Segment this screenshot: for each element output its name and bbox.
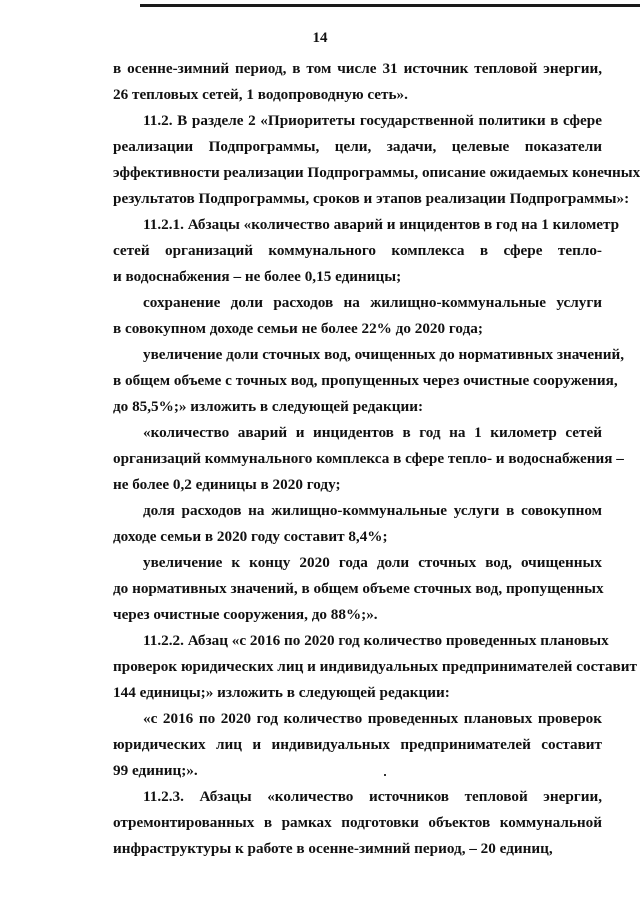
text-line: 11.2. В разделе 2 «Приоритеты государственной политики в сфере — [143, 112, 602, 129]
text-line: 99 единиц;». — [113, 762, 198, 779]
text-line: 26 тепловых сетей, 1 водопроводную сеть». — [113, 86, 408, 103]
text-line: «с 2016 по 2020 год количество проведенных плановых проверок — [143, 710, 602, 727]
text-line: проверок юридических лиц и индивидуальных предпринимателей составит — [113, 658, 637, 675]
text-line: и водоснабжения – не более 0,15 единицы; — [113, 268, 402, 285]
text-line: 11.2.1. Абзацы «количество аварий и инцидентов в год на 1 километр — [143, 216, 620, 233]
text-line: в совокупном доходе семьи не более 22% до 2020 года; — [113, 320, 483, 337]
text-line: не более 0,2 единицы в 2020 году; — [113, 476, 341, 493]
text-line: сетей организаций коммунального комплекса в сфере тепло- — [113, 242, 602, 259]
text-line: через очистные сооружения, до 88%;». — [113, 606, 378, 623]
text-line: сохранение доли расходов на жилищно-коммунальные услуги — [143, 294, 602, 311]
text-line: увеличение доли сточных вод, очищенных до нормативных значений, — [143, 346, 625, 363]
text-line: 11.2.2. Абзац «с 2016 по 2020 год количество проведенных плановых — [143, 632, 609, 649]
scan-speck — [384, 774, 386, 776]
top-rule — [140, 4, 640, 7]
text-line: доля расходов на жилищно-коммунальные услуги в совокупном — [143, 502, 602, 519]
text-line: доходе семьи в 2020 году составит 8,4%; — [113, 528, 388, 545]
text-line: «количество аварий и инцидентов в год на 1 километр сетей — [143, 424, 602, 441]
text-line: эффективности реализации Подпрограммы, описание ожидаемых конечных — [113, 164, 640, 181]
text-line: реализации Подпрограммы, цели, задачи, целевые показатели — [113, 138, 602, 155]
text-line: инфраструктуры к работе в осенне-зимний период, – 20 единиц, — [113, 840, 553, 857]
text-line: увеличение к концу 2020 года доли сточных вод, очищенных — [143, 554, 602, 571]
text-line: 11.2.3. Абзацы «количество источников тепловой энергии, — [143, 788, 602, 805]
text-line: результатов Подпрограммы, сроков и этапов реализации Подпрограммы»: — [113, 190, 630, 207]
text-line: организаций коммунального комплекса в сфере тепло- и водоснабжения – — [113, 450, 624, 467]
text-line: 144 единицы;» изложить в следующей редакции: — [113, 684, 450, 701]
page-number: 14 — [312, 30, 328, 46]
text-line: до нормативных значений, в общем объеме сточных вод, пропущенных — [113, 580, 604, 597]
text-line: юридических лиц и индивидуальных предпринимателей составит — [113, 736, 602, 753]
text-line: в осенне-зимний период, в том числе 31 источник тепловой энергии, — [113, 60, 602, 77]
text-line: отремонтированных в рамках подготовки объектов коммунальной — [113, 814, 602, 831]
text-line: до 85,5%;» изложить в следующей редакции: — [113, 398, 424, 415]
text-line: в общем объеме с точных вод, пропущенных через очистные сооружения, — [113, 372, 618, 389]
